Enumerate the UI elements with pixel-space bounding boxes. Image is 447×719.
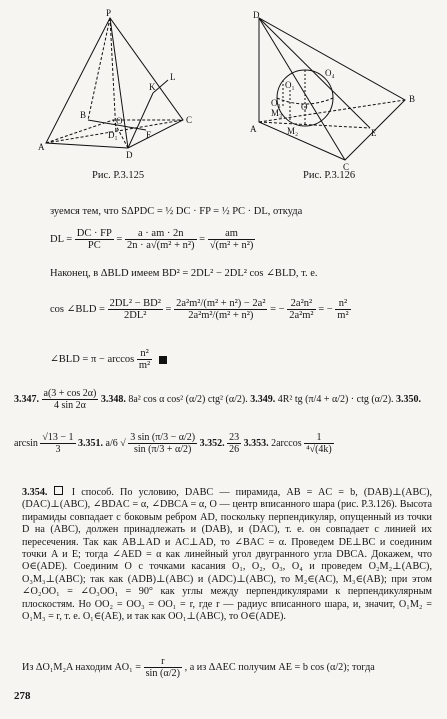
answers-row-2: arcsin $\frac{√13 - 1}{3}$ 3.351. a/6 √ $\frac{3 \sin (\pi/3 - \alpha/2)}{\sin (\pi/3 + \alpha/2)}$ 3.352. $\frac{23}{26}$ 3.353. 2arccos $\frac{1}{\text{⁴√(4k)}}$ (14, 432, 332, 455)
checkbox-icon (54, 486, 63, 495)
pyramid-diagram-left (28, 8, 208, 168)
svg-text:K: K (149, 82, 156, 92)
svg-text:D: D (253, 10, 260, 20)
svg-text:L: L (170, 72, 176, 82)
solution-last-line: Из ΔO₁M₂A находим AO₁ = $\frac{r}{\sin (\alpha/2)}$ , а из ΔAEC получим AE = b cos (α/2); тогда (22, 656, 375, 679)
equation-dl: DL = $\frac{DC \cdot FP}{PC}$ = $\frac{a \cdot am \cdot 2n}{\text{2n · a√(m² + n²)}}$ = $\frac{am}{\text{√(m² + n²)}}$ (50, 228, 254, 251)
figure-left (28, 8, 208, 168)
page-number: 278 (14, 690, 31, 702)
svg-text:P: P (106, 8, 112, 18)
svg-text:B: B (80, 110, 87, 120)
svg-text:B: B (409, 94, 416, 104)
solution-text: 3.354. I способ. По условию, DABC — пирамида, AB = AC = b, (DAB)⊥(ABC), (DAC)⊥(ABC), ∠BDAC = α, ∠DBCA = α, O — центр вписанного шара (рис. Р.3.126). Высота пирамиды совпадает с боковым ребром AD, поскольку перпендикуляр, опущенный из точки D на (ABC), должен принадлежать и (DAB), и (DAC), т. е. он совпадает с линией их пересечения. Так как AB⊥AD и AC⊥AD, то ∠BAC = α. Проведем DE⊥BC и соединим точки A и E; тогда ∠AED = α как линейный угол двугранного угла DBCA. Докажем, что O∈(ADE). Соединим O с точками касания O₁, O₂, O₃, O₄ и проведем O₂M₂⊥(ABC), O₃M₃⊥(ABC); так как (ADB)⊥(ABC) и (ADC)⊥(ABC), то M₂∈(AC), M₃∈(AB); при этом ∠O₂OO₁ = ∠O₃OO₁ = 90° как углы между перпендикулярами к перпендикулярным плоскостям. Но OO₂ = OO₃ = OO₁ = r, где r — радиус вписанного шара, и, значит, O₁M₂ = O₁M₃ = r, т. е. O₁∈(AE), и так как OO₁⊥(ABC), то O∈(ADE). (22, 487, 433, 623)
figure-right-caption: Рис. Р.3.126 (303, 170, 356, 181)
figure-left-caption: Рис. Р.3.125 (92, 170, 145, 181)
svg-text:O: O (116, 116, 123, 126)
equation-angle: ∠BLD = π − arccos $\frac{\text{n²}}{\text{m²}}$ (50, 348, 167, 371)
pyramid-diagram-right (245, 10, 430, 170)
svg-text:A: A (250, 124, 257, 134)
svg-text:M₃: M₃ (271, 108, 283, 118)
svg-text:O₄: O₄ (325, 68, 335, 78)
svg-text:A: A (38, 142, 45, 152)
svg-text:M₂: M₂ (287, 126, 299, 136)
text-line-3: Наконец, в ΔBLD имеем BD² = 2DL² − 2DL² cos ∠BLD, т. е. (50, 268, 318, 279)
svg-text:D₁: D₁ (108, 130, 118, 140)
text-line-1: зуемся тем, что SΔPDC = ½ DC · FP = ½ PC · DL, откуда (50, 206, 303, 217)
svg-text:F: F (146, 130, 152, 140)
svg-text:E: E (371, 128, 377, 138)
svg-text:C: C (186, 115, 193, 125)
svg-text:C: C (343, 162, 350, 170)
end-of-proof-mark (159, 356, 167, 364)
svg-text:O₁: O₁ (285, 80, 295, 90)
svg-text:O: O (301, 102, 308, 112)
figure-right (245, 10, 430, 170)
answers-row-1: 3.347. $\frac{a(3 + \cos 2\alpha)}{4 \sin 2\alpha}$ 3.348. 8a² cos α cos² (α/2) ctg² (α/2). 3.349. 4R² tg (π/4 + α/2) · ctg (α/2). 3.350. (14, 388, 422, 411)
svg-text:D: D (126, 150, 133, 160)
equation-cos: cos ∠BLD = $\frac{\text{2DL² − BD²}}{\text{2DL²}}$ = $\frac{\text{2a²m²/(m² + n²) − 2a²}}{\text{2a²m²/(m² + n²)}}$ = − $\frac{\text{2a²n²}}{\text{2a²m²}}$ = − $\frac{\text{n²}}{\text{m²}}$ (50, 298, 349, 321)
svg-text:O₃: O₃ (271, 98, 281, 108)
